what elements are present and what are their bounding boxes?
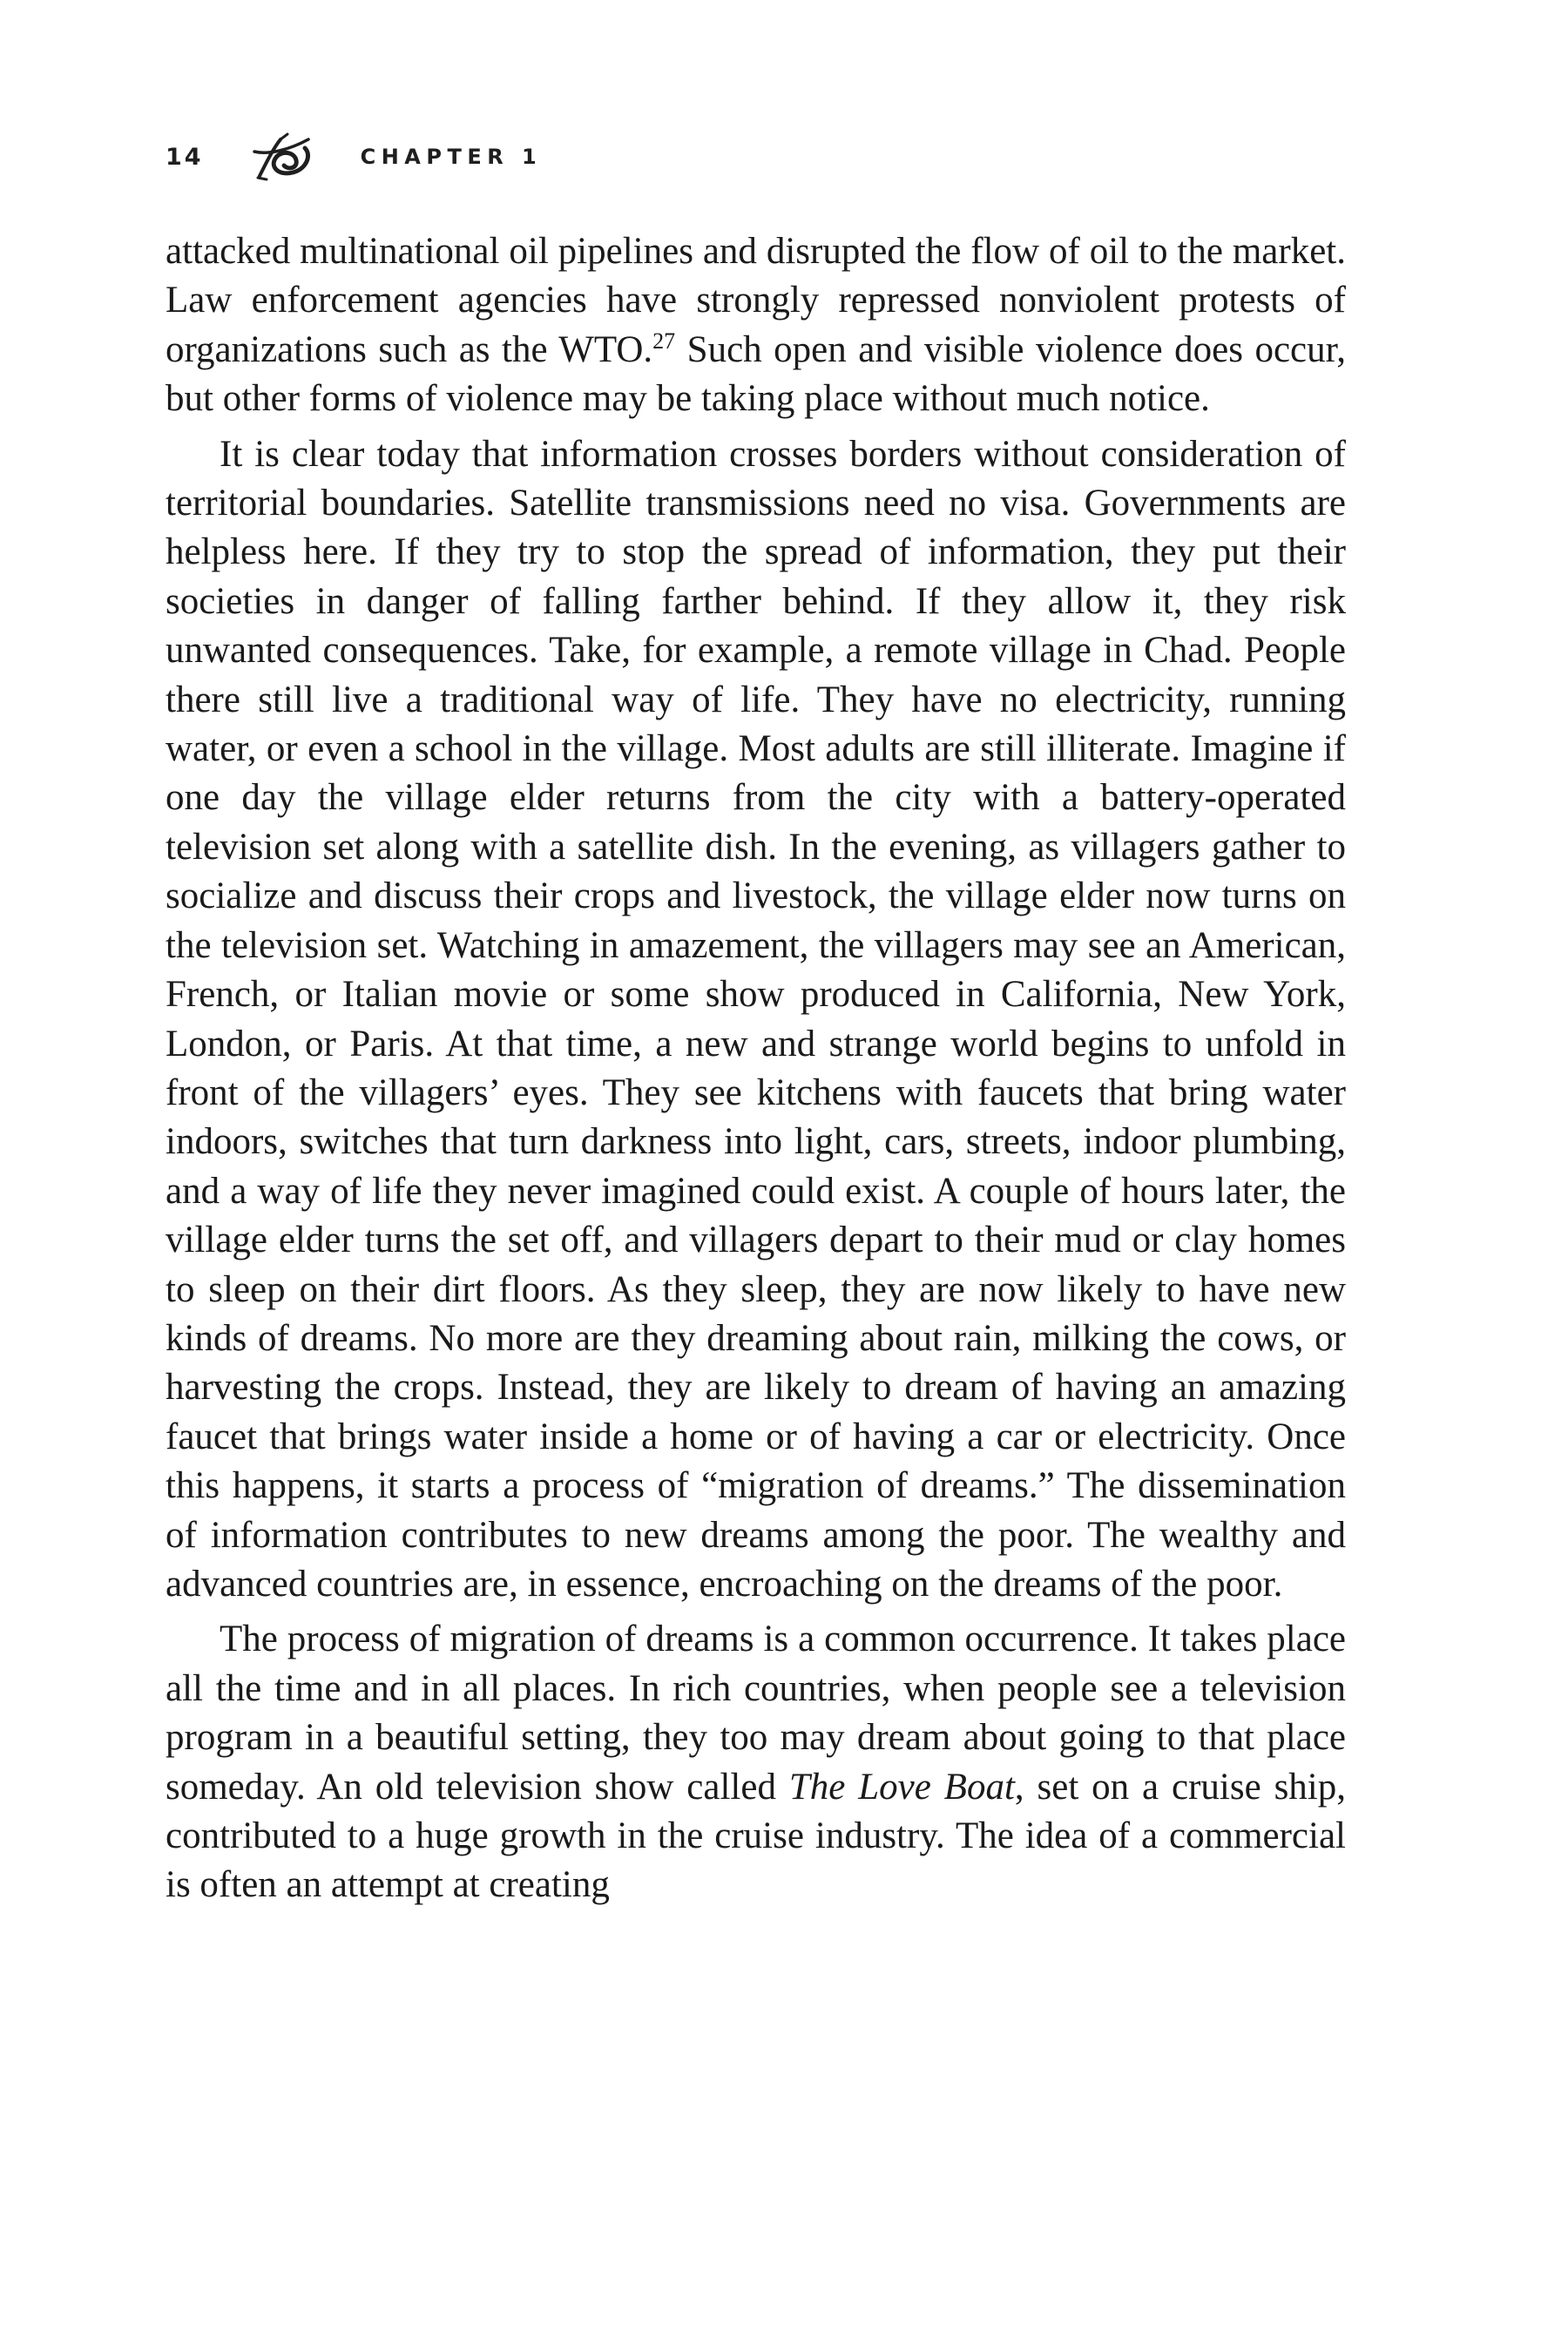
- italic-title: The Love Boat: [788, 1766, 1015, 1808]
- paragraph-text: , set on a cruise ship, contributed to a huge growth in the cruise industry. The idea of a commercial is often an attempt at creating: [166, 1766, 1346, 1906]
- page-number: 14: [166, 143, 204, 171]
- paragraph-text: The process of migration of dreams is a common occurrence. It takes place all the time and in all places. In rich countries, when people see a television program in a beautiful setting, they too may dream about going to that place someday. An old television show called: [166, 1619, 1346, 1808]
- paragraph: [166, 1615, 1346, 1909]
- running-head: [166, 132, 542, 181]
- chapter-label: CHAPTER 1: [360, 145, 543, 169]
- body-text: [166, 227, 1346, 1916]
- paragraph-text: Such open and visible violence does occur, but other forms of violence may be taking place without much notice.: [166, 328, 1346, 420]
- paragraph-text: It is clear today that information crosses borders without consideration of territorial boundaries. Satellite transmissions need no visa. Governments are helpless here. If they try to stop the spread of information, they put their societies in danger of falling farther behind. If they allow it, they risk unwanted consequences. Take, for example, a remote village in Chad. People there still live a traditional way of life. They have no electricity, running water, or even a school in the village. Most adults are still illiterate. Imagine if one day the village elder returns from the city with a battery-operated television set along with a satellite dish. In the evening, as villagers gather to socialize and discuss their crops and livestock, the village elder now turns on the television set. Watching in amazement, the villagers may see an American, French, or Italian movie or some show produced in California, New York, London, or Paris. At that time, a new and strange world begins to unfold in front of the villagers’ eyes. They see kitchens with faucets that bring water indoors, switches that turn darkness into light, cars, streets, indoor plumbing, and a way of life they never imagined could exist. A couple of hours later, the village elder turns the set off, and villagers depart to their mud or clay homes to sleep on their dirt floors. As they sleep, they are now likely to have new kinds of dreams. No more are they dreaming about rain, milking the cows, or harvesting the crops. Instead, they are likely to dream of having an amazing faucet that brings water inside a home or of having a car or electricity. Once this happens, it starts a process of “migration of dreams.” The dissemination of information contributes to new dreams among the poor. The wealthy and advanced countries are, in essence, encroaching on the dreams of the poor.: [166, 433, 1346, 1605]
- footnote-ref: 27: [652, 328, 676, 354]
- paragraph-text: attacked multinational oil pipelines and disrupted the flow of oil to the market. Law enforcement agencies have strongly repressed nonviolent protests of organizations such as the WTO.: [166, 231, 1346, 370]
- swirl-ornament-icon: [251, 132, 315, 181]
- paragraph: [166, 430, 1346, 1610]
- paragraph: [166, 227, 1346, 424]
